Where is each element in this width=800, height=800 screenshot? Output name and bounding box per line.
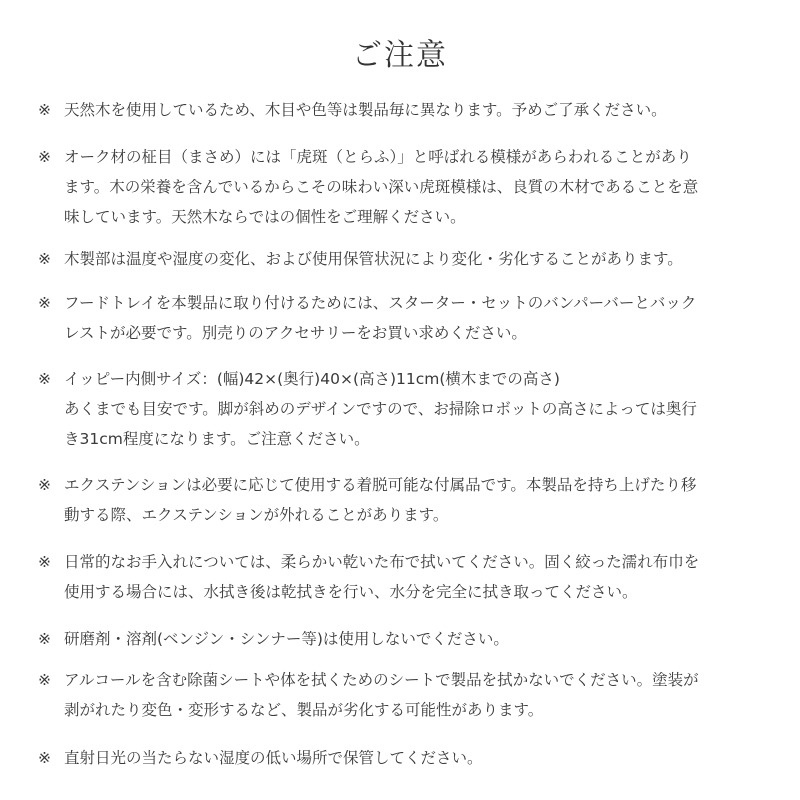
note-line: 味しています。天然木ならではの個性をご理解ください。	[64, 208, 466, 226]
note-line: あくまでも目安です。脚が斜めのデザインですので、お掃除ロボットの高さによっては奥行	[64, 400, 697, 418]
note-item	[38, 142, 768, 232]
note-mark: ※	[38, 553, 51, 571]
note-item	[38, 624, 768, 654]
note-mark: ※	[38, 476, 51, 494]
note-line: 日常的なお手入れについては、柔らかい乾いた布で拭いてください。固く絞った濡れ布巾を	[64, 553, 700, 571]
note-item	[38, 470, 768, 530]
note-mark: ※	[38, 630, 51, 648]
note-item	[38, 288, 768, 348]
note-line: 剥がれたり変色・変形するなど、製品が劣化する可能性があります。	[64, 701, 544, 719]
note-line: レストが必要です。別売りのアクセサリーをお買い求めください。	[64, 324, 527, 342]
note-line: アルコールを含む除菌シートや体を拭くためのシートで製品を拭かないでください。塗装が	[64, 671, 699, 689]
note-mark: ※	[38, 671, 51, 689]
note-line: 使用する場合には、水拭き後は乾拭きを行い、水分を完全に拭き取ってください。	[64, 583, 638, 601]
note-item	[38, 244, 768, 274]
note-item	[38, 665, 768, 725]
note-line: イッピー内側サイズ：(幅)42×(奥行)40×(高さ)11cm(横木までの高さ)	[64, 370, 560, 388]
note-item	[38, 95, 768, 125]
page-title: ご注意	[352, 38, 448, 73]
note-mark: ※	[38, 370, 51, 388]
note-line: オーク材の柾目（まさめ）には「虎斑（とらふ）」と呼ばれる模様があらわれることがあり	[64, 148, 692, 166]
note-line: ます。木の栄養を含んでいるからこその味わい深い虎斑模様は、良質の木材であることを意	[64, 178, 699, 196]
note-mark: ※	[38, 749, 51, 767]
note-line: き31cm程度になります。ご注意ください。	[64, 430, 370, 448]
note-item	[38, 547, 768, 607]
note-line: 動する際、エクステンションが外れることがあります。	[64, 506, 449, 524]
note-item	[38, 743, 768, 773]
note-line: 木製部は温度や湿度の変化、および使用保管状況により変化・劣化することがあります。	[64, 250, 683, 268]
note-mark: ※	[38, 294, 51, 312]
note-line: フードトレイを本製品に取り付けるためには、スターター・セットのバンパーバーとバック	[64, 294, 697, 312]
note-mark: ※	[38, 101, 51, 119]
note-mark: ※	[38, 148, 51, 166]
note-item	[38, 364, 768, 454]
note-mark: ※	[38, 250, 51, 268]
note-line: 直射日光の当たらない湿度の低い場所で保管してください。	[64, 749, 483, 767]
note-line: 天然木を使用しているため、木目や色等は製品毎に異なります。予めご了承ください。	[64, 101, 667, 119]
note-line: エクステンションは必要に応じて使用する着脱可能な付属品です。本製品を持ち上げたり移	[64, 476, 697, 494]
note-line: 研磨剤・溶剤(ベンジン・シンナー等)は使用しないでください。	[64, 630, 509, 648]
